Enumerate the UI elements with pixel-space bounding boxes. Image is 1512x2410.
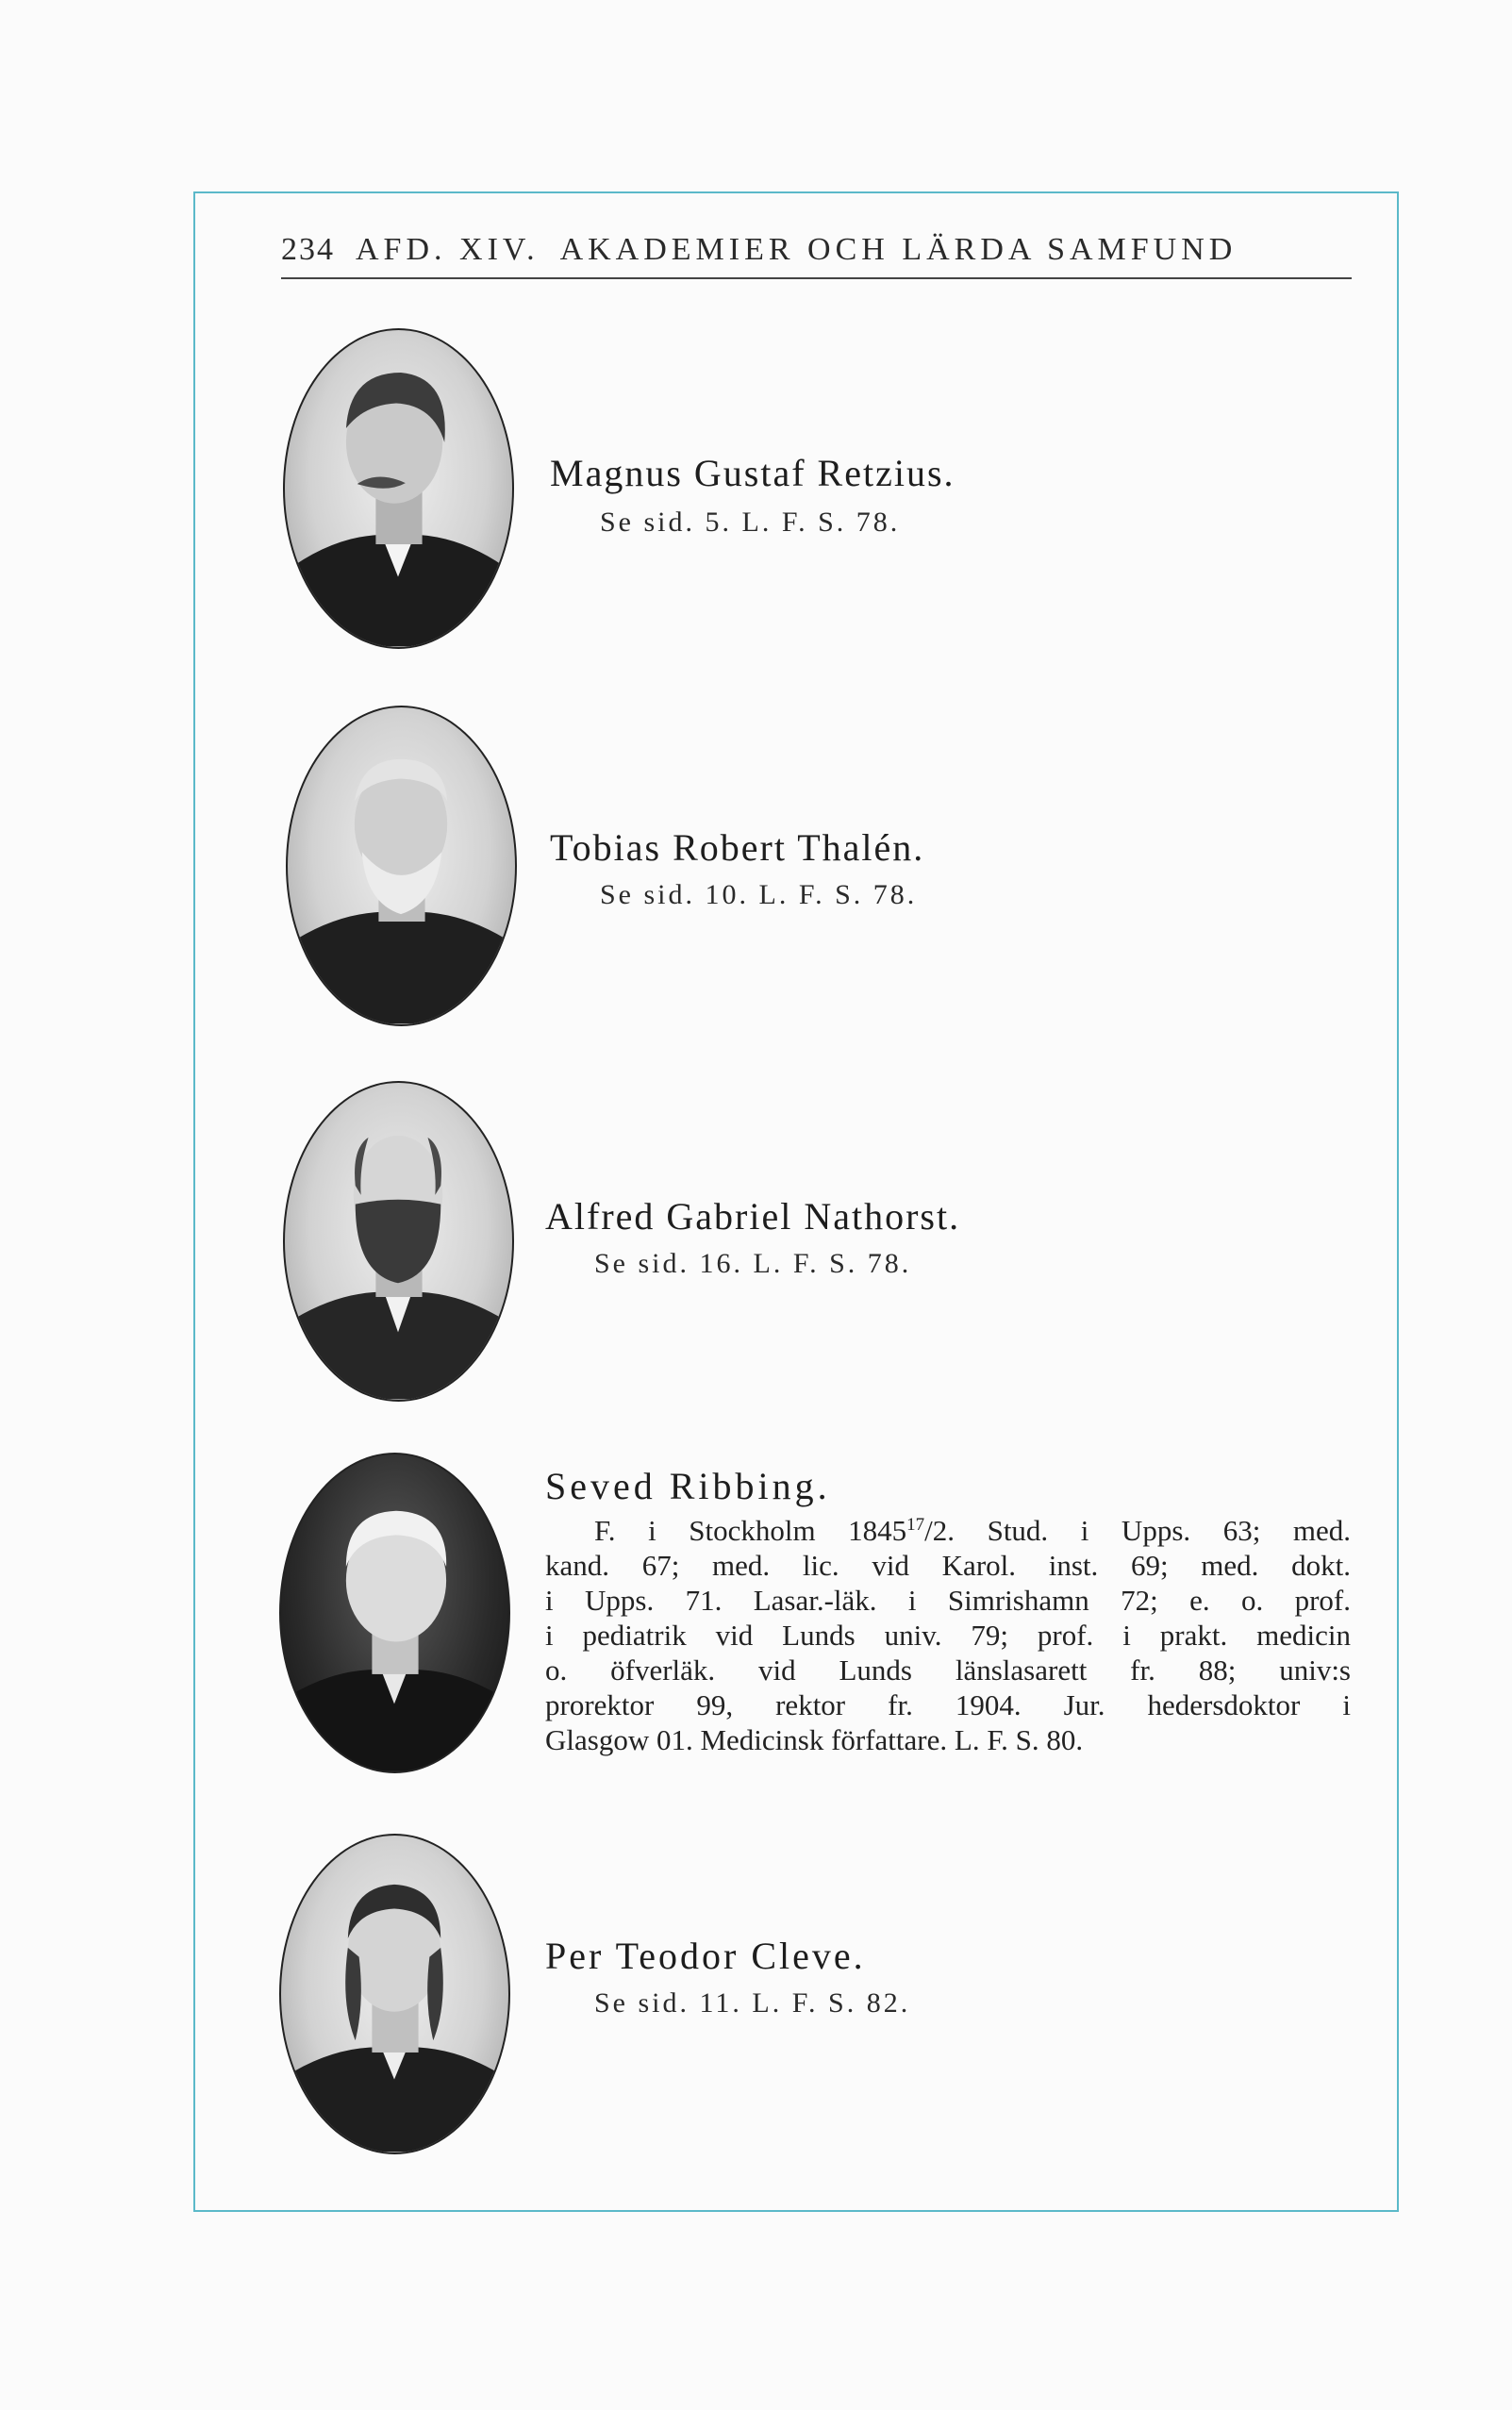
section-label: AFD. XIV. [356, 232, 540, 267]
entry-reference: Se sid. 11. L. F. S. 82. [594, 1987, 911, 2019]
entry-reference: Se sid. 5. L. F. S. 78. [600, 507, 901, 538]
bio-line: o. öfverläk. vid Lunds länslasarett fr. 88; univ:s [545, 1654, 1351, 1687]
portrait-illustration [285, 1083, 512, 1400]
running-head [281, 232, 1352, 268]
entry-name: Seved Ribbing. [545, 1465, 831, 1507]
bio-line: kand. 67; med. lic. vid Karol. inst. 69; med. dokt. [545, 1549, 1351, 1582]
portrait-illustration [285, 330, 512, 647]
bio-line: i Upps. 71. Lasar.-läk. i Simrishamn 72; e. o. prof. [545, 1584, 1351, 1617]
entry-reference: Se sid. 16. L. F. S. 78. [594, 1248, 912, 1279]
entry-name: Tobias Robert Thalén. [550, 826, 925, 869]
entry-name: Per Teodor Cleve. [545, 1935, 866, 1977]
portrait-cleve [279, 1834, 510, 2154]
biography-text [545, 1513, 1351, 1757]
entry-name: Magnus Gustaf Retzius. [550, 452, 955, 494]
portrait-ribbing [279, 1453, 510, 1773]
page-number: 234 [281, 232, 335, 267]
entry-name: Alfred Gabriel Nathorst. [545, 1195, 961, 1238]
bio-line: prorektor 99, rektor fr. 1904. Jur. hedersdoktor i [545, 1688, 1351, 1721]
header-rule [281, 277, 1352, 279]
portrait-thalen [286, 706, 517, 1026]
portrait-illustration [281, 1836, 508, 2152]
portrait-retzius [283, 328, 514, 649]
bio-line: i pediatrik vid Lunds univ. 79; prof. i prakt. medicin [545, 1619, 1351, 1652]
portrait-illustration [288, 707, 515, 1024]
entry-reference: Se sid. 10. L. F. S. 78. [600, 879, 918, 910]
portrait-illustration [281, 1454, 508, 1771]
header-title: AKADEMIER OCH LÄRDA SAMFUND [559, 232, 1238, 267]
portrait-nathorst [283, 1081, 514, 1402]
bio-line: Glasgow 01. Medicinsk författare. L. F. S. 80. [545, 1723, 1084, 1756]
bio-line: F. i Stockholm 1845$^{17}$/2. Stud. i Upps. 63; med. [594, 1514, 1351, 1547]
